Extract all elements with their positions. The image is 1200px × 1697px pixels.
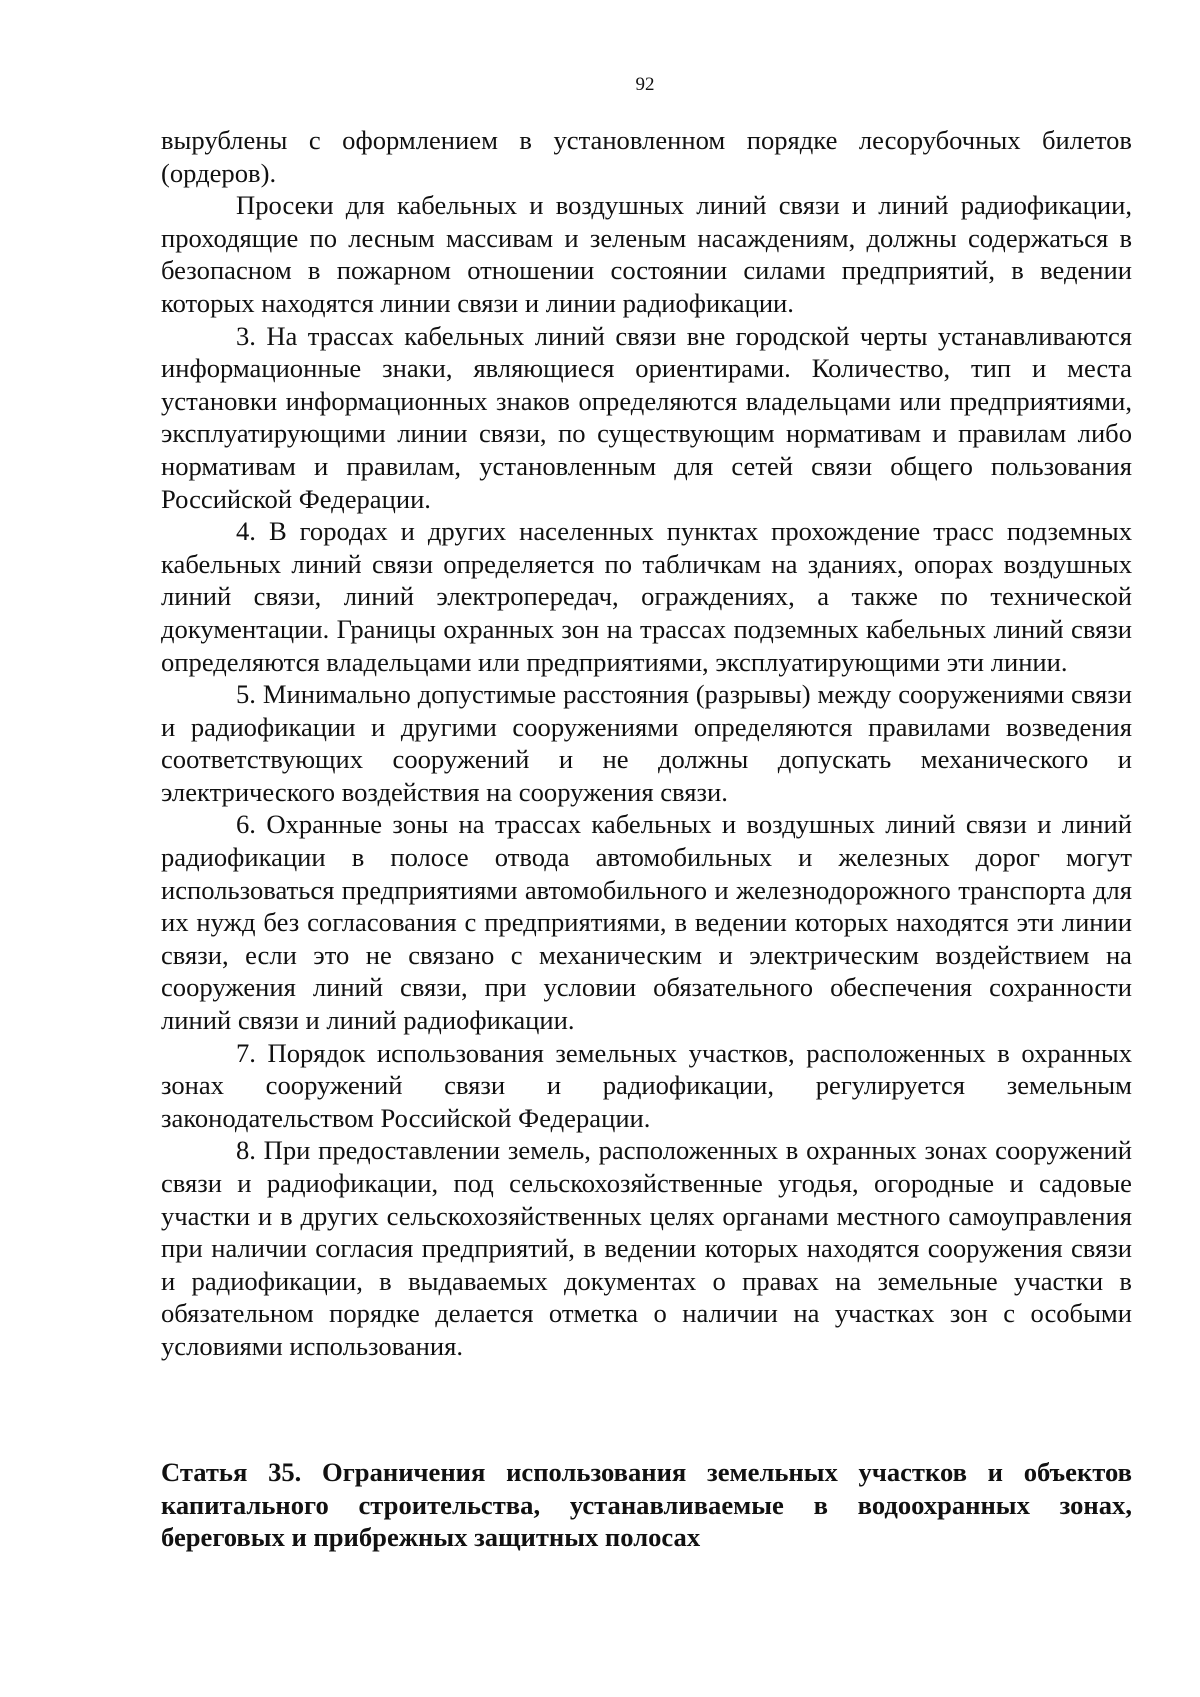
paragraph-continuation: вырублены с оформлением в установленном порядке лесорубочных билетов (ордеров). — [161, 125, 1132, 188]
article-heading: Статья 35. Ограничения использования земельных участков и объектов капитального строительства, устанавливаемые в водоохранных зонах, береговых и прибрежных защитных полосах — [161, 1457, 1132, 1553]
paragraph-item-7: 7. Порядок использования земельных участков, расположенных в охранных зонах сооружений связи и радиофикации, регулируется земельным законодательством Российской Федерации. — [161, 1037, 1132, 1133]
paragraph-item-3: 3. На трассах кабельных линий связи вне городской черты устанавливаются информационные знаки, являющиеся ориентирами. Количество, тип и места установки информационных знаков определяются владельцами или предприятиями, эксплуатирующими линии связи, по существующим нормативам и правилам либо нормативам и правилам, установленным для сетей связи общего пользования Российской Федерации. — [161, 320, 1132, 514]
paragraph-item-8: 8. При предоставлении земель, расположенных в охранных зонах сооружений связи и радиофикации, под сельскохозяйственные угодья, огородные и садовые участки и в других сельскохозяйственных целях органами местного самоуправления при наличии согласия предприятий, в ведении которых находятся сооружения связи и радиофикации, в выдаваемых документах о правах на земельные участки в обязательном порядке делается отметка о наличии на участках зон с особыми условиями использования. — [161, 1135, 1132, 1361]
paragraph-item-5: 5. Минимально допустимые расстояния (разрывы) между сооружениями связи и радиофикации и другими сооружениями определяются правилами возведения соответствующих сооружений и не должны допускать механического и электрического воздействия на сооружения связи. — [161, 679, 1132, 807]
paragraph-item-6: 6. Охранные зоны на трассах кабельных и воздушных линий связи и линий радиофикации в полосе отвода автомобильных и железных дорог могут использоваться предприятиями автомобильного и железнодорожного транспорта для их нужд без согласования с предприятиями, в ведении которых находятся эти линии связи, если это не связано с механическим и электрическим воздействием на сооружения линий связи, при условии обязательного обеспечения сохранности линий связи и линий радиофикации. — [161, 809, 1132, 1036]
paragraph-clearings: Просеки для кабельных и воздушных линий связи и линий радиофикации, проходящие по лесным массивам и зеленым насаждениям, должны содержаться в безопасном в пожарном отношении состоянии силами предприятий, в ведении которых находятся линии связи и линии радиофикации. — [161, 190, 1132, 318]
document-body — [161, 124, 1132, 1363]
paragraph-item-4: 4. В городах и других населенных пунктах прохождение трасс подземных кабельных линий связи определяется по табличкам на зданиях, опорах воздушных линий связи, линий электропередач, ограждениях, а также по технической документации. Границы охранных зон на трассах подземных кабельных линий связи определяются владельцами или предприятиями, эксплуатирующими эти линии. — [161, 516, 1132, 677]
page-number: 92 — [635, 74, 655, 95]
